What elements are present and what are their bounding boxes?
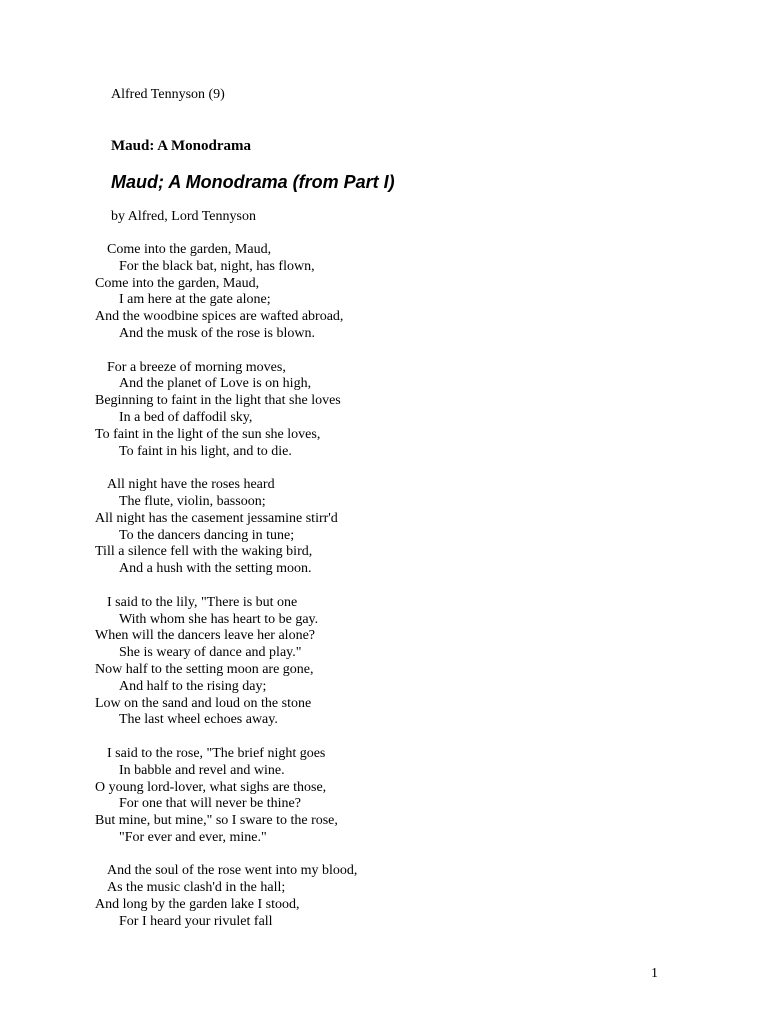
poem-line: To faint in the light of the sun she loves, <box>95 426 321 442</box>
poem-line: And the soul of the rose went into my blood, <box>107 863 358 879</box>
poem-line: And a hush with the setting moon. <box>119 561 312 577</box>
stanza <box>95 746 655 847</box>
stanza <box>95 595 655 729</box>
poem-line: I am here at the gate alone; <box>119 292 271 308</box>
section-title: Maud: A Monodrama <box>111 138 252 154</box>
poem-line: To faint in his light, and to die. <box>119 443 292 459</box>
poem-line: For the black bat, night, has flown, <box>119 258 315 274</box>
poem-line: O young lord-lover, what sighs are those, <box>95 779 327 795</box>
poem-line: In babble and revel and wine. <box>119 762 285 778</box>
stanza <box>95 477 655 578</box>
poem-line: Low on the sand and loud on the stone <box>95 695 312 711</box>
document-header: Alfred Tennyson (9) <box>111 87 225 102</box>
poem-line: With whom she has heart to be gay. <box>119 611 319 627</box>
poem-line: In a bed of daffodil sky, <box>119 409 253 425</box>
poem-title: Maud; A Monodrama (from Part I) <box>111 172 395 192</box>
poem-line: All night have the roses heard <box>107 477 275 493</box>
poem-line: Now half to the setting moon are gone, <box>95 661 314 677</box>
poem-line: And the planet of Love is on high, <box>119 376 312 392</box>
poem-line: And the musk of the rose is blown. <box>119 325 315 341</box>
poem-line: She is weary of dance and play." <box>119 645 302 661</box>
poem-body <box>95 242 655 947</box>
poem-line: When will the dancers leave her alone? <box>95 628 316 644</box>
poem-line: And the woodbine spices are wafted abroad, <box>95 309 344 325</box>
stanza <box>95 242 655 343</box>
poem-line: As the music clash'd in the hall; <box>107 880 286 896</box>
poem-line: For one that will never be thine? <box>119 796 301 812</box>
poem-line: The flute, violin, bassoon; <box>119 493 266 509</box>
poem-line: I said to the lily, "There is but one <box>107 594 298 610</box>
poem-line: And half to the rising day; <box>119 678 267 694</box>
poem-line: "For ever and ever, mine." <box>119 829 267 845</box>
page-number: 1 <box>651 966 658 981</box>
stanza <box>95 360 655 461</box>
poem-line: But mine, but mine," so I sware to the rose, <box>95 813 338 829</box>
poem-byline: by Alfred, Lord Tennyson <box>111 209 256 224</box>
poem-line: For I heard your rivulet fall <box>119 913 273 929</box>
poem-line: The last wheel echoes away. <box>119 712 278 728</box>
poem-line: Beginning to faint in the light that she loves <box>95 393 341 409</box>
poem-line: Till a silence fell with the waking bird, <box>95 544 313 560</box>
poem-line: Come into the garden, Maud, <box>107 242 272 257</box>
poem-line: All night has the casement jessamine stirr'd <box>95 510 338 526</box>
poem-line: To the dancers dancing in tune; <box>119 527 295 543</box>
poem-line: I said to the rose, "The brief night goes <box>107 745 326 761</box>
poem-line: Come into the garden, Maud, <box>95 275 260 291</box>
stanza <box>95 863 655 930</box>
poem-line: For a breeze of morning moves, <box>107 359 286 375</box>
poem-line: And long by the garden lake I stood, <box>95 897 300 913</box>
